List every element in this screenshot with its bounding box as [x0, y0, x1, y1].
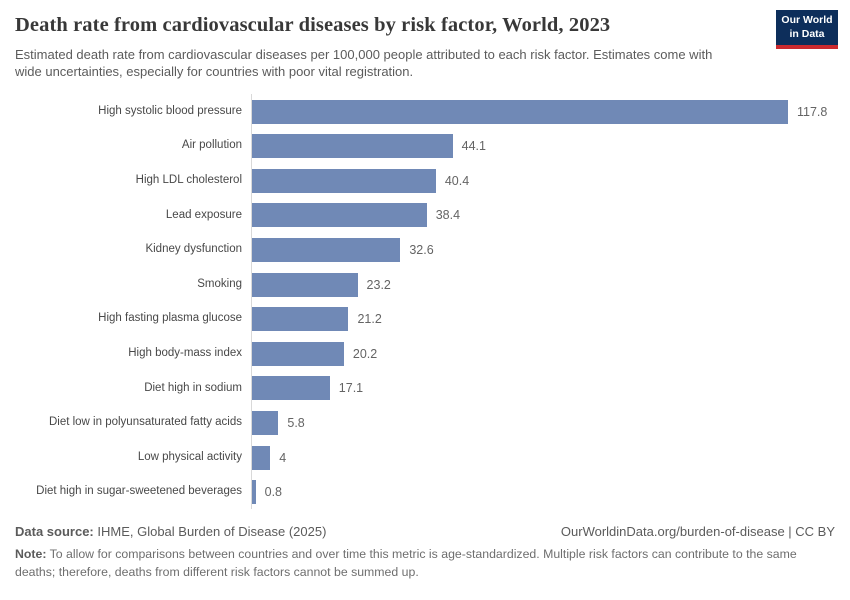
- plot-area: [251, 233, 835, 268]
- category-label: Low physical activity: [137, 450, 242, 463]
- bar-row: [15, 302, 835, 337]
- bar-row: [15, 475, 835, 510]
- plot-area: [251, 371, 835, 406]
- owid-logo[interactable]: [776, 10, 838, 49]
- bar[interactable]: [252, 273, 358, 297]
- category-label: High body-mass index: [128, 346, 242, 359]
- bar-value-label: 21.2: [357, 312, 382, 327]
- page-title: Death rate from cardiovascular diseases by risk factor, World, 2023: [15, 14, 611, 36]
- bar-row: [15, 233, 835, 268]
- bar-value-label: 38.4: [435, 208, 461, 223]
- bar-value-label: 4: [279, 450, 287, 465]
- plot-area: [251, 129, 835, 164]
- bar-row: [15, 371, 835, 406]
- plot-area: [251, 440, 835, 475]
- category-label: Diet low in polyunsaturated fatty acids: [48, 416, 242, 429]
- bar-value-label: 0.8: [264, 485, 283, 500]
- bar[interactable]: [252, 446, 270, 470]
- bar[interactable]: [252, 203, 427, 227]
- plot-area: [251, 475, 835, 510]
- chart-subtitle: Estimated death rate from cardiovascular diseases per 100,000 people attributed to each risk factor. Estimates come with wide uncertainties, especially for countries with poor vital registration.: [15, 47, 713, 80]
- plot-area: [251, 302, 835, 337]
- category-label: Kidney dysfunction: [145, 243, 242, 256]
- category-label: High fasting plasma glucose: [98, 312, 242, 325]
- bar[interactable]: [252, 307, 348, 331]
- bar-row: [15, 198, 835, 233]
- owid-logo-line1: Our World: [781, 14, 833, 27]
- bar-value-label: 17.1: [338, 381, 364, 396]
- bar[interactable]: [252, 169, 436, 193]
- plot-area: [251, 94, 835, 129]
- plot-area: [251, 406, 835, 441]
- bar-value-label: 44.1: [461, 139, 486, 154]
- bar[interactable]: [252, 342, 344, 366]
- plot-area: [251, 336, 835, 371]
- category-label: High systolic blood pressure: [98, 104, 242, 117]
- bar-row: [15, 94, 835, 129]
- data-source-label: Data source:: [15, 524, 94, 539]
- bar[interactable]: [252, 480, 256, 504]
- bar-value-label: 40.4: [444, 173, 470, 188]
- citation-link[interactable]: OurWorldinData.org/burden-of-disease | CC BY: [560, 524, 835, 539]
- bar[interactable]: [252, 411, 278, 435]
- bar-value-label: 117.8: [797, 104, 828, 119]
- bar-value-label: 5.8: [287, 415, 305, 430]
- category-label: Smoking: [197, 277, 242, 290]
- category-label: Diet high in sugar-sweetened beverages: [36, 485, 242, 498]
- category-label: Diet high in sodium: [144, 381, 242, 394]
- bar-row: [15, 406, 835, 441]
- plot-area: [251, 198, 835, 233]
- plot-area: [251, 164, 835, 199]
- bar[interactable]: [252, 100, 788, 124]
- bar-row: [15, 267, 835, 302]
- owid-logo-line2: in Data: [789, 27, 825, 40]
- bar-row: [15, 129, 835, 164]
- category-label: Lead exposure: [165, 208, 242, 221]
- category-label: Air pollution: [181, 139, 242, 152]
- bar-row: [15, 164, 835, 199]
- category-label: High LDL cholesterol: [135, 174, 242, 187]
- chart-note: Note: To allow for comparisons between countries and over time this metric is age-standardized. Multiple risk factors can contribute to the same deaths; therefore, deaths from different risk factors cannot be summed up.: [15, 547, 797, 579]
- bar-row: [15, 440, 835, 475]
- bar[interactable]: [252, 376, 330, 400]
- bar-row: [15, 336, 835, 371]
- bar-value-label: 32.6: [409, 242, 434, 257]
- bar[interactable]: [252, 134, 453, 158]
- plot-area: [251, 267, 835, 302]
- bar-chart: [15, 94, 835, 509]
- data-source-text: Data source: IHME, Global Burden of Disease (2025): [15, 524, 327, 539]
- bar[interactable]: [252, 238, 400, 262]
- bar-value-label: 20.2: [352, 346, 378, 361]
- chart-header: [15, 14, 835, 80]
- chart-footer: [15, 524, 835, 582]
- bar-value-label: 23.2: [366, 277, 391, 292]
- note-label: Note:: [15, 547, 47, 561]
